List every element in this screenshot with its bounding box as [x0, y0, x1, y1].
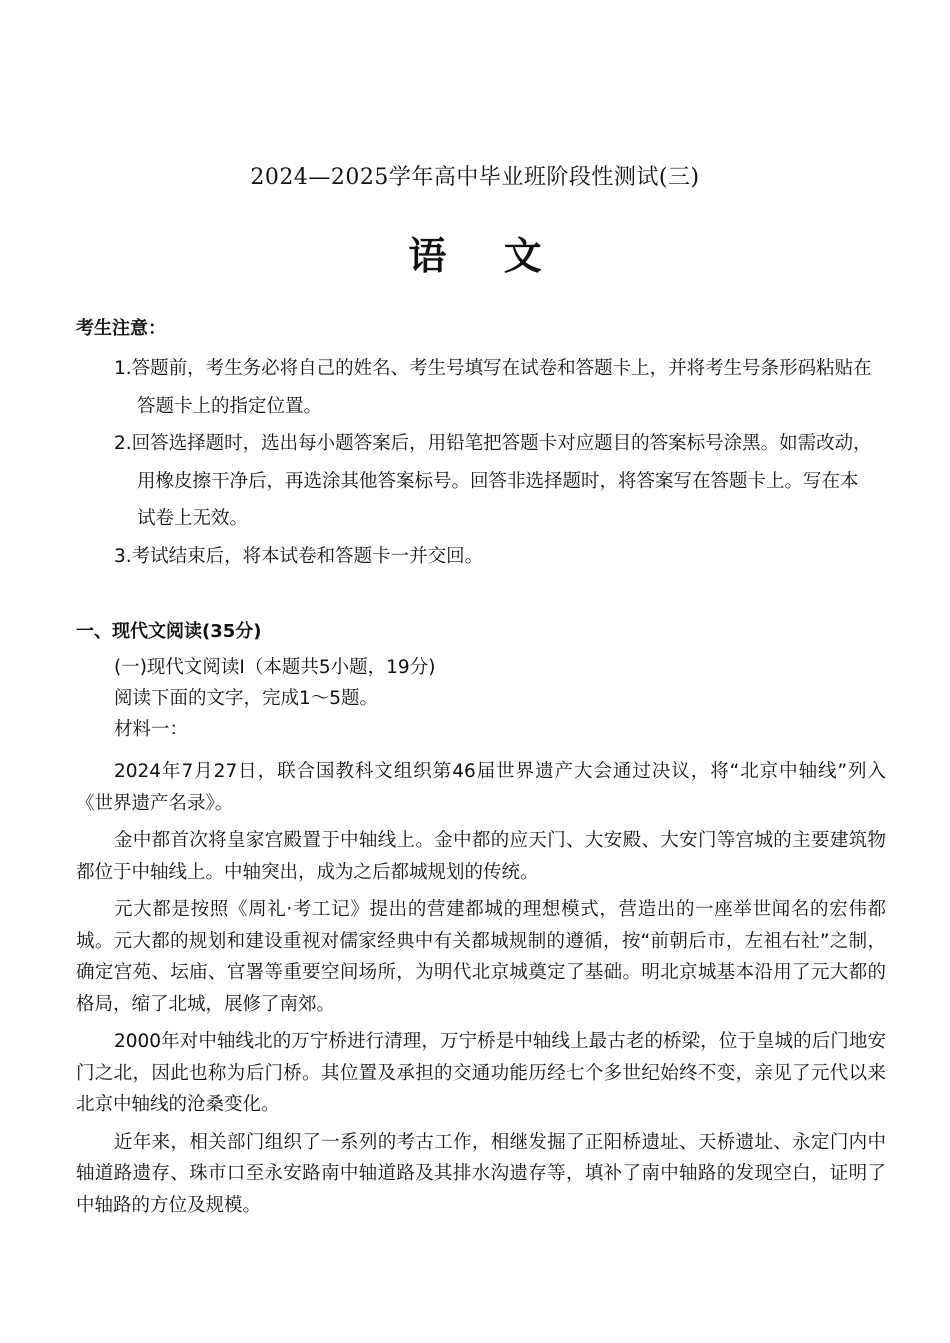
- material-label: 材料一：: [114, 719, 189, 740]
- passage-paragraph: 元大都是按照《周礼·考工记》提出的营建都城的理想模式，营造出的一座举世闻名的宏伟都城。元大都的规划和建设重视对儒家经典中有关都城规制的遵循，按“前朝后市，左祖右社”之制，确定宫苑、坛庙、官署等重要空间场所，为明代北京城奠定了基础。明北京城基本沿用了元大都的格局，缩了北城，展修了南郊。: [76, 899, 886, 1015]
- notice-item-1: 1.答题前，考生务必将自己的姓名、考生号填写在试卷和答题卡上，并将考生号条形码粘贴在答题卡上的指定位置。: [114, 358, 872, 417]
- passage-paragraph: 2000年对中轴线北的万宁桥进行清理，万宁桥是中轴线上最古老的桥梁，位于皇城的后门地安门之北，因此也称为后门桥。其位置及承担的交通功能历经七个多世纪始终不变，亲见了元代以来北京中轴线的沧桑变化。: [76, 1031, 886, 1115]
- section-intro: [114, 652, 874, 745]
- sub-section-heading: (一)现代文阅读I（本题共5小题，19分): [114, 657, 436, 678]
- passage-paragraph: 近年来，相关部门组织了一系列的考古工作，相继发掘了正阳桥遗址、天桥遗址、永定门内中轴道路遗存、珠市口至永安路南中轴道路及其排水沟遗存等，填补了南中轴路的发现空白，证明了中轴路的方位及规模。: [76, 1131, 886, 1216]
- reading-instruction: 阅读下面的文字，完成1～5题。: [114, 688, 379, 709]
- notice-item-2: 2.回答选择题时，选出每小题答案后，用铅笔把答题卡对应题目的答案标号涂黑。如需改动，用橡皮擦干净后，再选涂其他答案标号。回答非选择题时，将答案写在答题卡上。写在本试卷上无效。: [114, 433, 872, 529]
- reading-passage: [76, 756, 886, 1227]
- section-heading: 一、现代文阅读(35分): [76, 621, 262, 642]
- notice-item-3: 3.考试结束后，将本试卷和答题卡一并交回。: [114, 545, 484, 567]
- notice-list: [114, 350, 874, 575]
- subject-title: 语 文: [408, 234, 564, 278]
- exam-title: 2024—2025学年高中毕业班阶段性测试(三): [250, 165, 700, 190]
- passage-paragraph: 金中都首次将皇家宫殿置于中轴线上。金中都的应天门、大安殿、大安门等宫城的主要建筑物都位于中轴线上。中轴突出，成为之后都城规划的传统。: [76, 830, 886, 883]
- notice-heading: 考生注意：: [76, 318, 166, 339]
- passage-paragraph: 2024年7月27日，联合国教科文组织第46届世界遗产大会通过决议，将“北京中轴线”列入《世界遗产名录》。: [76, 761, 886, 814]
